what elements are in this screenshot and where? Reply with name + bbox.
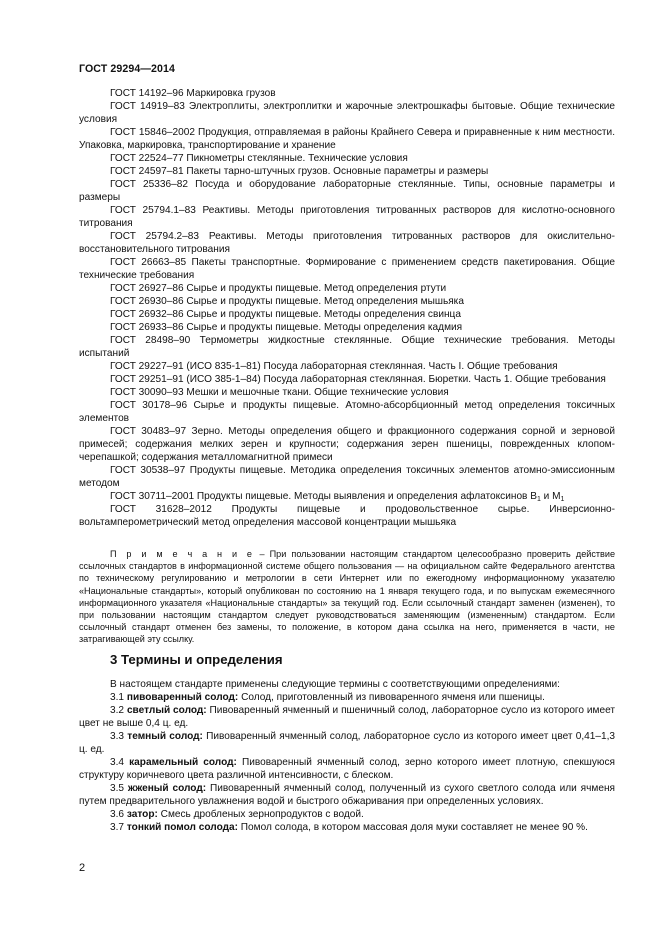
note-paragraph bbox=[79, 548, 615, 646]
term-name: жженый солод: bbox=[127, 783, 207, 794]
note-label: П р и м е ч а н и е bbox=[110, 549, 255, 559]
reference-item: ГОСТ 30178–96 Сырье и продукты пищевые. Атомно-абсорбционный метод определения токсичных элементов bbox=[79, 400, 615, 424]
term-number: 3.3 bbox=[110, 731, 128, 742]
subscript: 1 bbox=[536, 496, 541, 503]
reference-item: ГОСТ 14919–83 Электроплиты, электроплитки и жарочные электрошкафы бытовые. Общие технические условия bbox=[79, 101, 615, 125]
reference-item: ГОСТ 26932–86 Сырье и продукты пищевые. Методы определения свинца bbox=[110, 309, 461, 320]
reference-text: ГОСТ 30711–2001 Продукты пищевые. Методы выявления и определения афлатоксинов В bbox=[110, 491, 537, 502]
term-item bbox=[79, 821, 615, 834]
term-name: тонкий помол солода: bbox=[126, 822, 238, 833]
term-number: 3.1 bbox=[110, 692, 127, 703]
term-number: 3.4 bbox=[110, 757, 130, 768]
term-definition: Пивоваренный ячменный солод, лабораторное сусло из которого имеет цвет 0,41–1,3 ц. ед. bbox=[79, 731, 616, 755]
reference-item: ГОСТ 22524–77 Пикнометры стеклянные. Технические условия bbox=[110, 153, 408, 164]
reference-item: ГОСТ 26927–86 Сырье и продукты пищевые. Метод определения ртути bbox=[110, 283, 447, 294]
term-number: 3.2 bbox=[110, 705, 127, 716]
term-name: темный солод: bbox=[127, 731, 203, 742]
term-definition: Помол солода, в котором массовая доля муки составляет не менее 90 %. bbox=[238, 822, 588, 833]
document-header: ГОСТ 29294—2014 bbox=[79, 63, 176, 75]
reference-item: ГОСТ 25336–82 Посуда и оборудование лабораторные стеклянные. Типы, основные параметры и размеры bbox=[79, 179, 615, 203]
term-number: 3.7 bbox=[110, 822, 127, 833]
reference-text: и М bbox=[540, 491, 561, 502]
term-item bbox=[79, 704, 615, 730]
term-name: светлый солод: bbox=[126, 705, 207, 716]
term-definition: Солод, приготовленный из пивоваренного ячменя или пшеницы. bbox=[238, 692, 545, 703]
section-title: 3 Термины и определения bbox=[110, 652, 283, 667]
page-number: 2 bbox=[79, 862, 86, 874]
term-name: пивоваренный солод: bbox=[126, 692, 239, 703]
term-name: затор: bbox=[126, 809, 158, 820]
normative-references bbox=[79, 87, 615, 529]
reference-item: ГОСТ 29227–91 (ИСО 835-1–81) Посуда лабораторная стеклянная. Часть I. Общие требования bbox=[110, 361, 558, 372]
note-text: – При пользовании настоящим стандартом целесообразно проверить действие ссылочных стандартов в информационной системе общего пользования — на официальном сайте Федерального агентства по техническому регулированию и метрологии в сети Интернет или по ежегодному информационному указателю «Национальные стандарты», который опубликован по состоянию на 1 января текущего года, и по выпускам ежемесячного информационного указателя «Национальные стандарты» за текущий год. Если ссылочный стандарт заменен (изменен), то при пользовании настоящим стандартом следует руководствоваться заменяющим (измененным) стандартом. Если ссылочный стандарт отменен без замены, то положение, в котором дана ссылка на него, применяется в части, не затрагивающей эту ссылку. bbox=[79, 549, 616, 645]
terms-intro: В настоящем стандарте применены следующие термины с соответствующими определениями: bbox=[110, 679, 560, 690]
term-definition: Пивоваренный ячменный и пшеничный солод, лабораторное сусло из которого имеет цвет не выше 0,4 ц. ед. bbox=[79, 705, 615, 729]
term-definition: Пивоваренный ячменный солод, полученный из сухого светлого солода или ячменя путем предварительного увлажнения водой и быстрого обжаривания при определенных условиях. bbox=[79, 783, 615, 807]
reference-item: ГОСТ 29251–91 (ИСО 385-1–84) Посуда лабораторная стеклянная. Бюретки. Часть 1. Общие требования bbox=[110, 374, 606, 385]
reference-item: ГОСТ 24597–81 Пакеты тарно-штучных грузов. Основные параметры и размеры bbox=[110, 166, 489, 177]
reference-item: ГОСТ 25794.2–83 Реактивы. Методы приготовления титрованных растворов для окислительно-восстановительного титрования bbox=[79, 231, 615, 255]
reference-item: ГОСТ 25794.1–83 Реактивы. Методы приготовления титрованных растворов для кислотно-основного титрования bbox=[79, 205, 615, 229]
term-definition: Пивоваренный ячменный солод, зерно которого имеет плотную, спекшуюся структуру коричневого цвета различной интенсивности, с блеском. bbox=[79, 757, 616, 781]
term-item bbox=[79, 756, 615, 782]
term-name: карамельный солод: bbox=[129, 757, 237, 768]
term-number: 3.5 bbox=[110, 783, 128, 794]
term-definition: Смесь дробленых зернопродуктов с водой. bbox=[157, 809, 364, 820]
reference-item: ГОСТ 14192–96 Маркировка грузов bbox=[110, 88, 276, 99]
subscript: 1 bbox=[560, 496, 565, 503]
note-block bbox=[79, 548, 615, 646]
term-number: 3.6 bbox=[110, 809, 127, 820]
reference-item: ГОСТ 26933–86 Сырье и продукты пищевые. Методы определения кадмия bbox=[110, 322, 463, 333]
reference-item: ГОСТ 26930–86 Сырье и продукты пищевые. Метод определения мышьяка bbox=[110, 296, 464, 307]
terms-section bbox=[79, 678, 615, 834]
reference-item-aflatoxin bbox=[79, 490, 615, 503]
reference-item: ГОСТ 30090–93 Мешки и мешочные ткани. Общие технические условия bbox=[110, 387, 449, 398]
reference-item: ГОСТ 31628–2012 Продукты пищевые и продовольственное сырье. Инверсионно-вольтамперометрический метод определения массовой концентрации мышьяка bbox=[79, 504, 615, 528]
term-item bbox=[79, 691, 615, 704]
reference-item: ГОСТ 30538–97 Продукты пищевые. Методика определения токсичных элементов атомно-эмиссионным методом bbox=[79, 465, 615, 489]
reference-item: ГОСТ 28498–90 Термометры жидкостные стеклянные. Общие технические требования. Методы испытаний bbox=[79, 335, 615, 359]
reference-item: ГОСТ 15846–2002 Продукция, отправляемая в районы Крайнего Севера и приравненные к ним местности. Упаковка, маркировка, транспортирование и хранение bbox=[79, 127, 615, 151]
reference-item: ГОСТ 30483–97 Зерно. Методы определения общего и фракционного содержания сорной и зерновой примесей; содержания мелких зерен и крупности; содержания зерен пшеницы, поврежденных клопом-черепашкой; содержания металломагнитной примеси bbox=[79, 426, 615, 463]
reference-item: ГОСТ 26663–85 Пакеты транспортные. Формирование с применением средств пакетирования. Общие технические требования bbox=[79, 257, 615, 281]
term-item bbox=[79, 782, 615, 808]
term-item bbox=[79, 808, 615, 821]
term-item bbox=[79, 730, 615, 756]
